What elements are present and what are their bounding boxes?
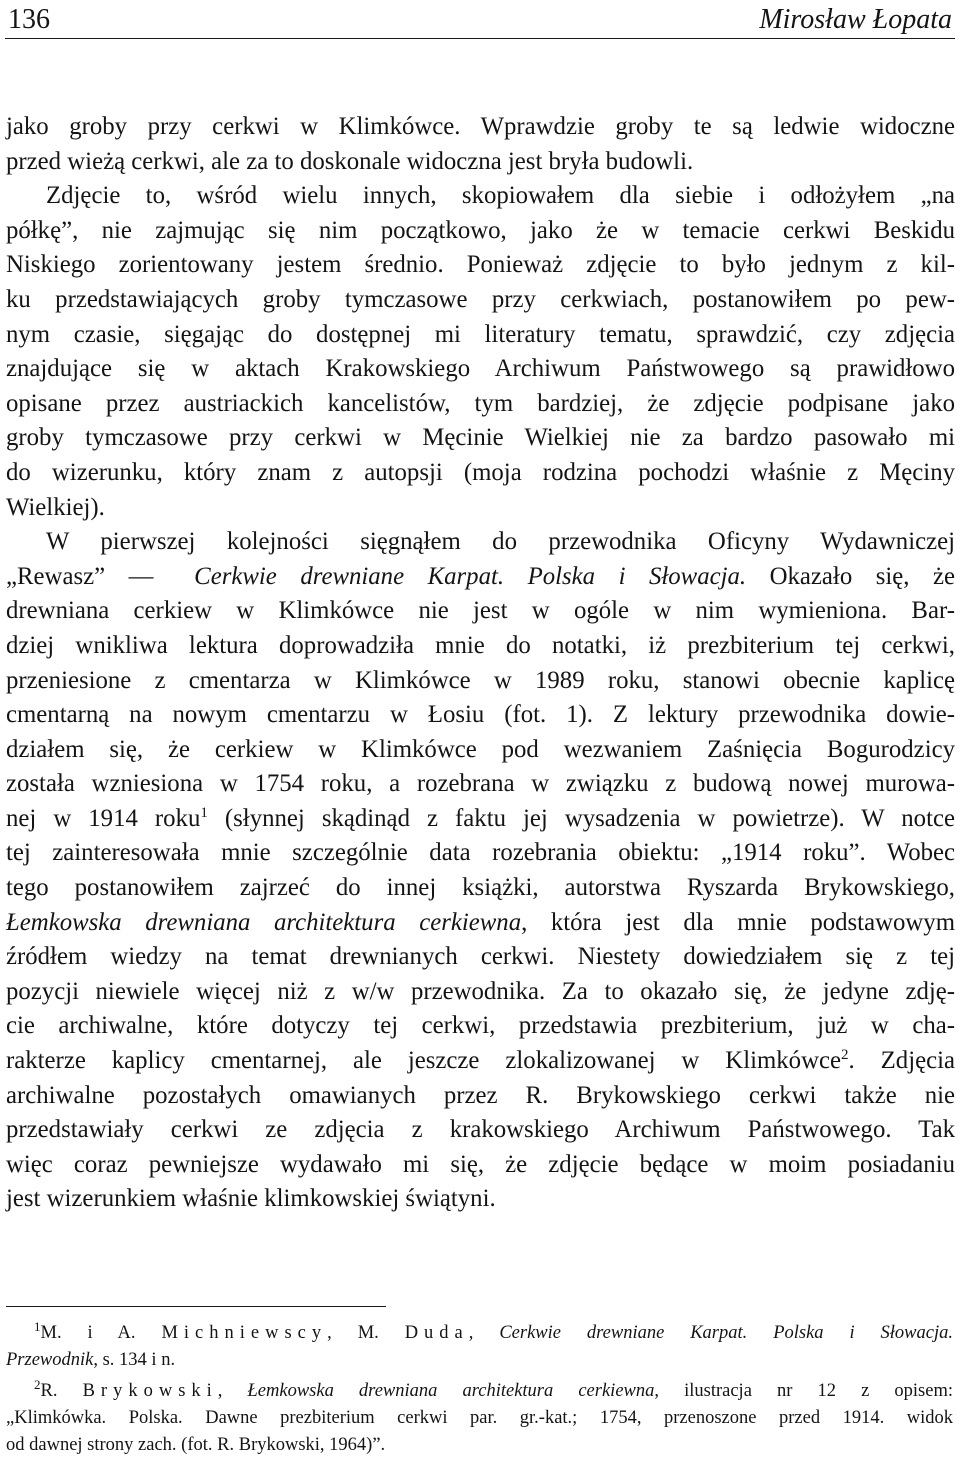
footnote-ref-1[interactable]: 1	[200, 804, 208, 821]
paragraph-3	[6, 525, 955, 1217]
text-line: dziej wnikliwa lektura doprowadziła mnie do notatki, iż prezbiterium tej cerkwi,	[6, 631, 955, 659]
body-text	[6, 110, 955, 1217]
text-fragment: M. i A.	[40, 1323, 162, 1343]
footnote-1	[6, 1320, 953, 1374]
author-name: Michniewscy	[161, 1323, 328, 1343]
footnote-ref-2[interactable]: 2	[841, 1047, 849, 1064]
footnote-line: od dawnej strony zach. (fot. R. Brykowski, 1964)”.	[6, 1435, 386, 1455]
text-line: półkę”, nie zajmując się nim początkowo, jako że w temacie cerkwi Beskidu	[6, 216, 955, 244]
text-line	[6, 802, 955, 837]
text-line: Wielkiej).	[6, 493, 105, 521]
header-rule	[5, 38, 955, 39]
publisher-name: „Rewasz”	[6, 562, 106, 590]
text-line	[6, 560, 955, 595]
text-line: Niskiego zorientowany jestem średnio. Ponieważ zdjęcie to było jednym z kil-	[6, 251, 955, 279]
text-line: Zdjęcie to, wśród wielu innych, skopiowałem dla siebie i odłożyłem „na	[46, 182, 955, 210]
text-line: archiwalne pozostałych omawianych przez R. Brykowskiego cerkwi także nie	[6, 1081, 955, 1109]
text-line: przeniesione z cmentarza w Klimkówce w 1989 roku, stanowi obecnie kaplicę	[6, 666, 955, 694]
text-line: ku przedstawiających groby tymczasowe przy cerkwiach, postanowiłem po pew-	[6, 285, 955, 313]
text-line: do wizerunku, który znam z autopsji (moja rodzina pochodzi właśnie z Męciny	[6, 458, 955, 486]
text-line: więc coraz pewniejsze wydawało mi się, że zdjęcie będące w moim posiadaniu	[6, 1150, 955, 1178]
text-fragment: Okazało się, że	[746, 562, 955, 590]
cited-title: Łemkowska drewniana architektura cerkiewna	[247, 1381, 655, 1401]
text-line: źródłem wiedzy na temat drewnianych cerkwi. Niestety dowiedziałem się z tej	[6, 943, 955, 971]
running-head-author: Mirosław Łopata	[759, 4, 952, 35]
text-fragment: , M.	[327, 1323, 405, 1343]
text-line: pozycji niewiele więcej niż z w/w przewodnika. Za to okazało się, że jedyne zdję-	[6, 977, 955, 1005]
footnote-line: „Klimkówka. Polska. Dawne prezbiterium cerkwi par. gr.-kat.; 1754, przenoszone przed 1914. widok	[6, 1408, 953, 1428]
text-line: tej zainteresowała mnie szczególnie data rozebrania obiektu: „1914 roku”. Wobec	[6, 839, 955, 867]
text-line: działem się, że cerkiew w Klimkówce pod wezwaniem Zaśnięcia Bogurodzicy	[6, 735, 955, 763]
paragraph-2	[6, 179, 955, 525]
text-fragment: ,	[217, 1381, 248, 1401]
footnote-marker: 1	[34, 1319, 41, 1334]
cited-title: Cerkwie drewniane Karpat. Polska i Słowacja.	[499, 1323, 953, 1343]
text-line: została wzniesiona w 1754 roku, a rozebrana w związku z budową nowej murowa-	[6, 770, 955, 798]
text-line	[6, 1044, 955, 1079]
book-title: Łemkowska drewniana architektura cerkiewna	[6, 908, 522, 936]
text-line: przedstawiały cerkwi ze zdjęcia z krakowskiego Archiwum Państwowego. Tak	[6, 1116, 955, 1144]
text-fragment: ,	[468, 1323, 500, 1343]
footnote-line	[6, 1320, 953, 1347]
footnote-line	[6, 1378, 953, 1405]
cited-title: Przewodnik	[6, 1350, 94, 1370]
em-dash: —	[128, 562, 154, 590]
text-fragment: nej w 1914 roku	[6, 804, 201, 832]
text-fragment: (słynnej skądinąd z faktu jej wysadzenia w powietrze). W notce	[207, 804, 955, 832]
text-line: cie archiwalne, które dotyczy tej cerkwi, przedstawia prezbiterium, już w cha-	[6, 1012, 955, 1040]
text-line: jest wizerunkiem właśnie klimkowskiej świątyni.	[6, 1185, 496, 1213]
text-fragment: R.	[40, 1381, 83, 1401]
text-line: nym czasie, sięgając do dostępnej mi literatury tematu, sprawdzić, czy zdjęcia	[6, 320, 955, 348]
footnote-marker: 2	[34, 1377, 41, 1392]
text-line: tego postanowiłem zajrzeć do innej książki, autorstwa Ryszarda Brykowskiego,	[6, 874, 955, 902]
text-line: groby tymczasowe przy cerkwi w Męcinie Wielkiej nie za bardzo pasowało mi	[6, 424, 955, 452]
text-line: W pierwszej kolejności sięgnąłem do przewodnika Oficyny Wydawniczej	[46, 528, 955, 556]
paragraph-1	[6, 110, 955, 179]
footnote-2	[6, 1378, 953, 1459]
text-fragment: . Zdjęcia	[848, 1047, 955, 1075]
text-line: opisane przez austriackich kancelistów, tym bardziej, że zdjęcie podpisane jako	[6, 389, 955, 417]
text-line: cmentarną na nowym cmentarzu w Łosiu (fot. 1). Z lektury przewodnika dowie-	[6, 701, 955, 729]
text-line: jako groby przy cerkwi w Klimkówce. Wprawdzie groby te są ledwie widoczne	[6, 113, 955, 140]
text-line	[6, 906, 955, 941]
page-number: 136	[8, 4, 50, 35]
footnotes	[6, 1320, 953, 1459]
book-title: Cerkwie drewniane Karpat. Polska i Słowacja.	[194, 562, 747, 590]
author-name: Duda	[404, 1323, 469, 1343]
author-name: Brykowski	[82, 1381, 218, 1401]
text-line: przed wieżą cerkwi, ale za to doskonale widoczna jest bryła budowli.	[6, 147, 694, 175]
text-fragment: , s. 134 i n.	[93, 1350, 176, 1370]
text-line: drewniana cerkiew w Klimkówce nie jest w ogóle w nim wymieniona. Bar-	[6, 597, 955, 625]
footnote-line	[6, 1347, 953, 1374]
footnote-rule	[6, 1306, 386, 1307]
text-line: znajdujące się w aktach Krakowskiego Archiwum Państwowego są prawidłowo	[6, 355, 955, 383]
text-fragment: , która jest dla mnie podstawowym	[521, 908, 955, 936]
running-head	[8, 0, 952, 36]
text-fragment: rakterze kaplicy cmentarnej, ale jeszcze zlokalizowanej w Klimkówce	[6, 1047, 841, 1075]
text-fragment: , ilustracja nr 12 z opisem:	[654, 1381, 953, 1401]
